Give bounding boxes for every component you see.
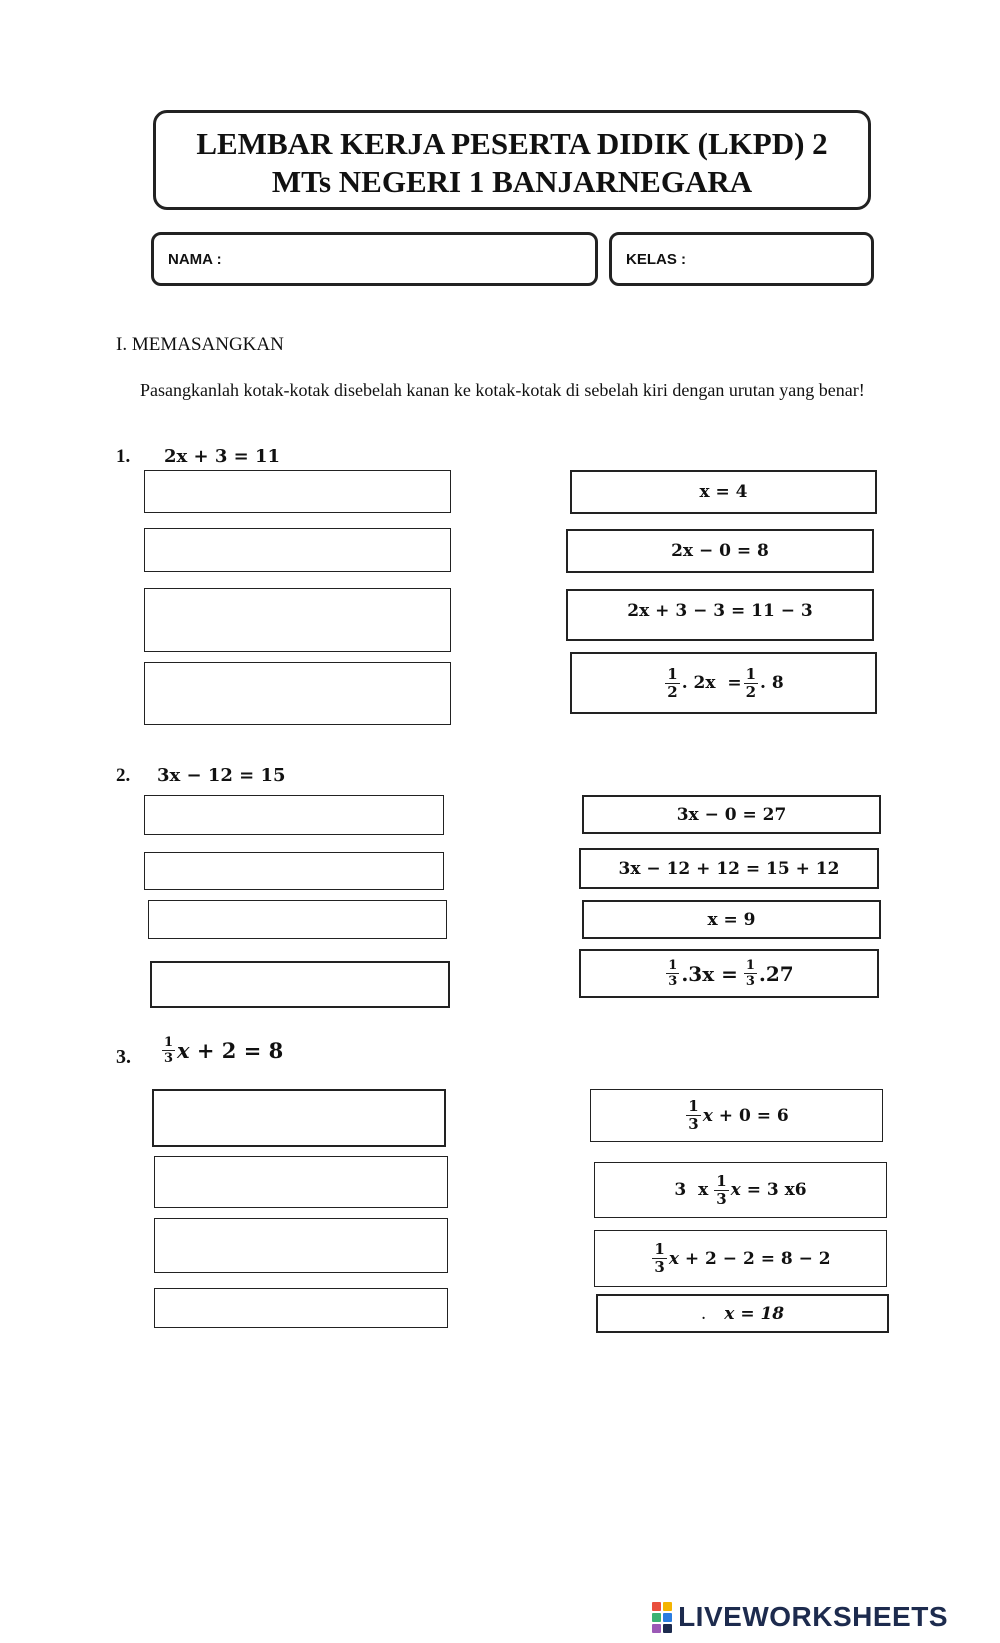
q1-answer-4-middle: . 2x = bbox=[681, 673, 742, 693]
q2-answer-3-text: x = 9 bbox=[707, 909, 756, 930]
q1-drop-box-4[interactable] bbox=[144, 662, 451, 725]
variable-x: x bbox=[730, 1180, 741, 1200]
frac-denominator: 3 bbox=[716, 1189, 727, 1208]
frac-numerator: 1 bbox=[745, 958, 755, 973]
q3-answer-3[interactable] bbox=[594, 1230, 887, 1287]
q3-answer-4-dot: . bbox=[700, 1303, 707, 1324]
variable-x: x bbox=[668, 1248, 679, 1269]
worksheet-title-line1: LEMBAR KERJA PESERTA DIDIK (LKPD) 2 bbox=[196, 126, 828, 161]
question-1-number: 1. bbox=[116, 446, 131, 467]
frac-denominator: 3 bbox=[668, 974, 678, 989]
liveworksheets-logo-text: LIVEWORKSHEETS bbox=[678, 1601, 948, 1632]
q3-answer-2[interactable] bbox=[594, 1162, 887, 1218]
q3-drop-box-2[interactable] bbox=[154, 1156, 448, 1208]
q3-drop-box-4[interactable] bbox=[154, 1288, 448, 1328]
liveworksheets-logo bbox=[652, 1601, 948, 1633]
q1-answer-4-end: . 8 bbox=[760, 673, 784, 693]
q2-drop-box-1[interactable] bbox=[144, 795, 444, 835]
q1-answer-3-text: 2x + 3 − 3 = 11 − 3 bbox=[627, 601, 813, 621]
name-label: NAMA : bbox=[168, 250, 222, 268]
liveworksheets-logo-icon bbox=[652, 1602, 672, 1633]
question-3-equation-rest: + 2 = 8 bbox=[189, 1038, 284, 1063]
section-heading: I. MEMASANGKAN bbox=[116, 334, 284, 355]
logo-square bbox=[652, 1624, 661, 1633]
frac-denominator: 3 bbox=[688, 1115, 699, 1133]
q1-answer-2[interactable] bbox=[566, 529, 874, 573]
q3-answer-2-prefix: 3 x bbox=[674, 1180, 709, 1200]
q3-drop-box-3[interactable] bbox=[154, 1218, 448, 1273]
q2-answer-2-text: 3x − 12 + 12 = 15 + 12 bbox=[618, 858, 840, 879]
frac-denominator: 2 bbox=[745, 682, 757, 701]
logo-square bbox=[663, 1624, 672, 1633]
worksheet-title-box bbox=[153, 110, 871, 210]
q3-answer-3-rest: + 2 − 2 = 8 − 2 bbox=[678, 1248, 831, 1269]
q3-answer-4[interactable] bbox=[596, 1294, 889, 1333]
q1-drop-box-2[interactable] bbox=[144, 528, 451, 572]
frac-denominator: 2 bbox=[667, 682, 678, 701]
q1-answer-1-text: x = 4 bbox=[699, 482, 748, 502]
frac-numerator: 1 bbox=[745, 664, 757, 683]
half-fraction bbox=[665, 664, 679, 701]
q1-answer-4[interactable] bbox=[570, 652, 877, 714]
frac-numerator: 1 bbox=[164, 1035, 174, 1050]
q2-answer-4-end: .27 bbox=[758, 961, 794, 986]
logo-square bbox=[663, 1613, 672, 1622]
q3-answer-4-text: x = 18 bbox=[724, 1303, 785, 1324]
q1-drop-box-1[interactable] bbox=[144, 470, 451, 513]
third-fraction bbox=[686, 1099, 700, 1132]
q2-answer-4[interactable] bbox=[579, 949, 879, 998]
name-field[interactable] bbox=[151, 232, 598, 286]
q1-drop-box-3[interactable] bbox=[144, 588, 451, 652]
q2-answer-4-middle: .3x = bbox=[681, 961, 738, 986]
q3-answer-1-rest: + 0 = 6 bbox=[712, 1105, 789, 1126]
third-fraction bbox=[714, 1171, 728, 1208]
third-fraction bbox=[162, 1036, 175, 1065]
q2-answer-2[interactable] bbox=[579, 848, 879, 889]
q2-answer-1-text: 3x − 0 = 27 bbox=[676, 804, 787, 825]
instruction-text: Pasangkanlah kotak-kotak disebelah kanan ke kotak-kotak di sebelah kiri dengan urutan yang benar! bbox=[140, 380, 865, 400]
frac-denominator: 3 bbox=[745, 974, 755, 989]
logo-square bbox=[652, 1613, 661, 1622]
q3-answer-2-rest: = 3 x6 bbox=[740, 1180, 807, 1200]
question-3-equation bbox=[160, 1036, 283, 1065]
q2-answer-1[interactable] bbox=[582, 795, 881, 834]
q1-answer-3[interactable] bbox=[566, 589, 874, 641]
question-3-number: 3. bbox=[116, 1046, 131, 1068]
third-fraction bbox=[666, 959, 679, 988]
variable-x: x bbox=[702, 1105, 713, 1126]
frac-denominator: 3 bbox=[164, 1051, 174, 1066]
question-1-equation: 2x + 3 = 11 bbox=[164, 446, 281, 467]
class-field[interactable] bbox=[609, 232, 874, 286]
frac-numerator: 1 bbox=[654, 1240, 665, 1258]
logo-square bbox=[652, 1602, 661, 1611]
question-2-equation: 3x − 12 = 15 bbox=[157, 765, 286, 786]
frac-numerator: 1 bbox=[688, 1097, 699, 1115]
third-fraction bbox=[744, 959, 757, 988]
variable-x: x bbox=[177, 1038, 190, 1063]
half-fraction bbox=[744, 664, 758, 701]
q2-drop-box-4[interactable] bbox=[150, 961, 450, 1008]
class-label: KELAS : bbox=[626, 250, 686, 268]
logo-square bbox=[663, 1602, 672, 1611]
q3-drop-box-1[interactable] bbox=[152, 1089, 446, 1147]
frac-numerator: 1 bbox=[667, 664, 678, 683]
question-2-number: 2. bbox=[116, 765, 131, 786]
q3-answer-1[interactable] bbox=[590, 1089, 883, 1142]
q2-answer-3[interactable] bbox=[582, 900, 881, 939]
q1-answer-2-text: 2x − 0 = 8 bbox=[671, 541, 769, 561]
frac-denominator: 3 bbox=[654, 1258, 665, 1276]
third-fraction bbox=[652, 1242, 666, 1275]
frac-numerator: 1 bbox=[668, 958, 678, 973]
q1-answer-1[interactable] bbox=[570, 470, 877, 514]
worksheet-title-line2: MTs NEGERI 1 BANJARNEGARA bbox=[271, 164, 753, 199]
q2-drop-box-2[interactable] bbox=[144, 852, 444, 890]
frac-numerator: 1 bbox=[716, 1171, 727, 1190]
q2-drop-box-3[interactable] bbox=[148, 900, 447, 939]
